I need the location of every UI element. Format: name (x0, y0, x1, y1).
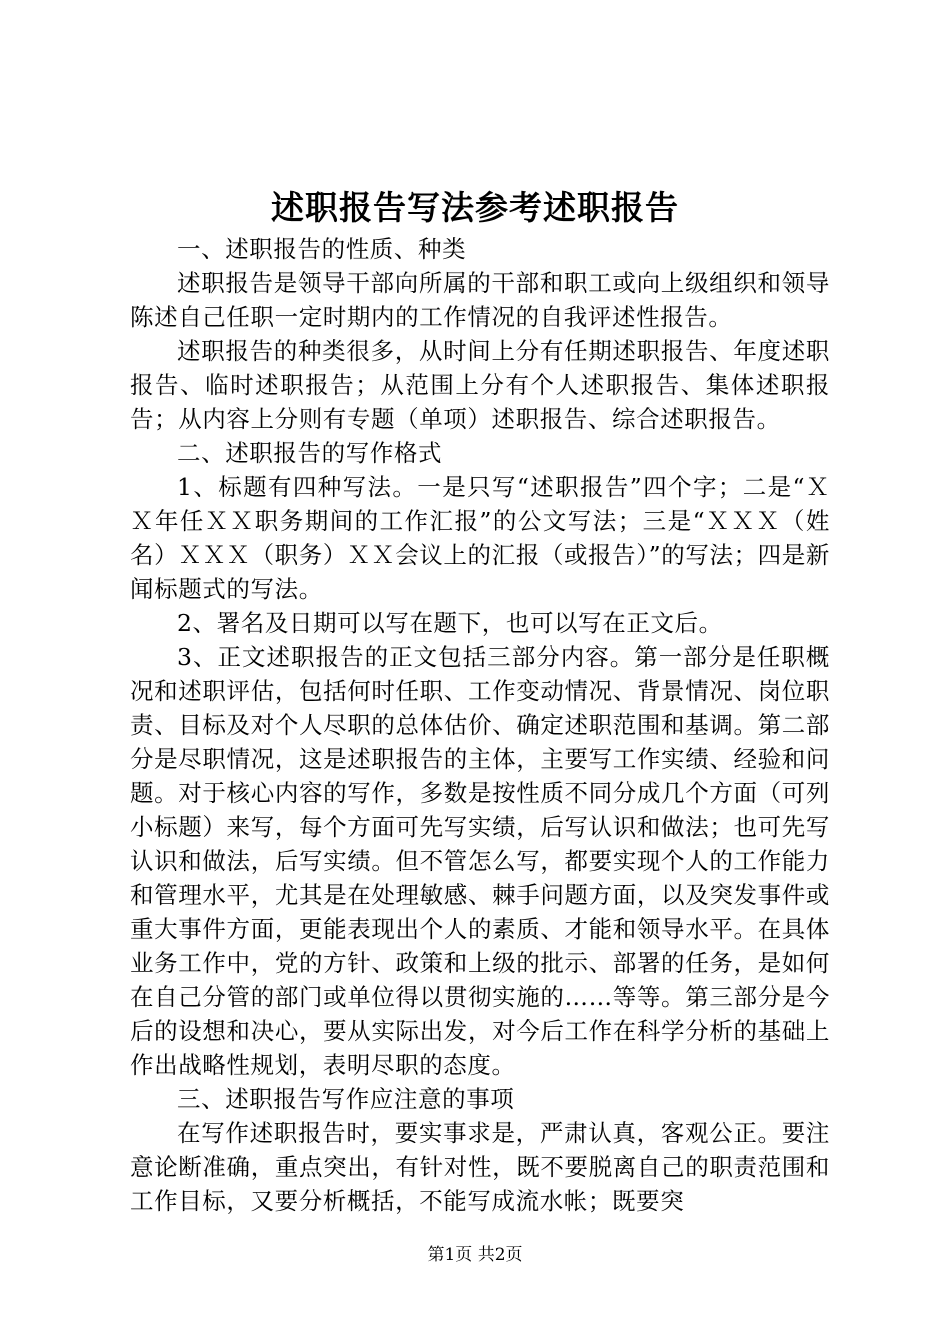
body-paragraph: 3、正文述职报告的正文包括三部分内容。第一部分是任职概况和述职评估，包括何时任职、工作变动情况、背景情况、岗位职责、目标及对个人尽职的总体估价、确定述职范围和基调。第二部分是尽职情况，这是述职报告的主体，主要写工作实绩、经验和问题。对于核心内容的写作，多数是按性质不同分成几个方面（可列小标题）来写，每个方面可先写实绩，后写认识和做法；也可先写认识和做法，后写实绩。但不管怎么写，都要实现个人的工作能力和管理水平，尤其是在处理敏感、棘手问题方面，以及突发事件或重大事件方面，更能表现出个人的素质、才能和领导水平。在具体业务工作中，党的方针、政策和上级的批示、部署的任务，是如何在自己分管的部门或单位得以贯彻实施的……等等。第三部分是今后的设想和决心，要从实际出发，对今后工作在科学分析的基础上作出战略性规划，表明尽职的态度。 (130, 643, 830, 1079)
section-heading-2: 二、述职报告的写作格式 (177, 439, 443, 467)
body-paragraph: 述职报告是领导干部向所属的干部和职工或向上级组织和领导陈述自己任职一定时期内的工作情况的自我评述性报告。 (130, 269, 830, 331)
body-paragraph: 1、标题有四种写法。一是只写“述职报告”四个字；二是“ＸＸ年任ＸＸ职务期间的工作汇报”的公文写法；三是“ＸＸＸ（姓名）ＸＸＸ（职务）ＸＸ会议上的汇报（或报告）”的写法；四是新闻标题式的写法。 (130, 473, 830, 603)
page-number-footer: 第1页 共2页 (427, 1245, 523, 1265)
body-paragraph: 2、署名及日期可以写在题下，也可以写在正文后。 (177, 609, 723, 637)
document-body (130, 232, 830, 1218)
body-paragraph: 在写作述职报告时，要实事求是，严肃认真，客观公正。要注意论断准确，重点突出，有针对性，既不要脱离自己的职责范围和工作目标，又要分析概括，不能写成流水帐；既要突 (130, 1119, 830, 1215)
section-heading-3: 三、述职报告写作应注意的事项 (177, 1085, 515, 1113)
body-paragraph: 述职报告的种类很多，从时间上分有任期述职报告、年度述职报告、临时述职报告；从范围上分有个人述职报告、集体述职报告；从内容上分则有专题（单项）述职报告、综合述职报告。 (130, 337, 830, 433)
section-heading-1: 一、述职报告的性质、种类 (177, 235, 467, 263)
document-title: 述职报告写法参考述职报告 (271, 188, 679, 227)
